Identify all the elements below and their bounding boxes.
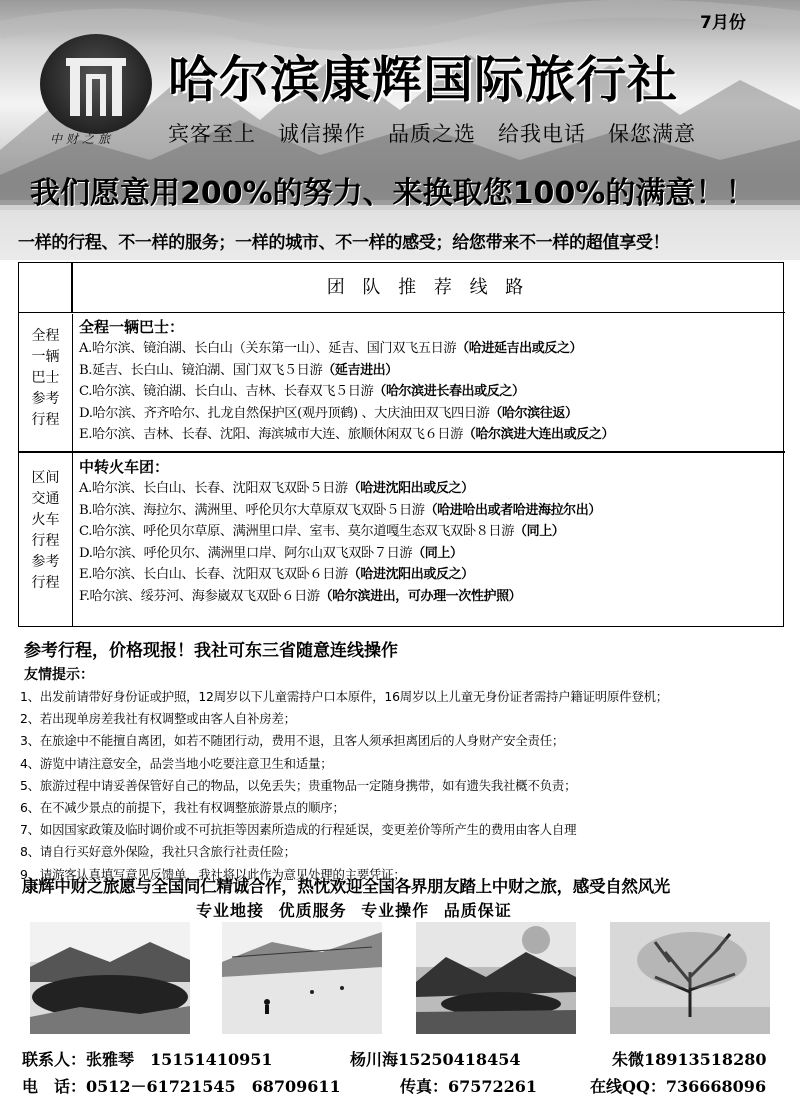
route-table [18, 262, 784, 627]
tip-item: 5、旅游过程中请妥善保管好自己的物品，以免丢失；贵重物品一定随身携带，如有遗失我社概不负责； [20, 777, 577, 793]
route-item: A.哈尔滨、长白山、长春、沈阳双飞双卧５日游（哈进沈阳出或反之） [79, 481, 474, 496]
photo-ski-slope [222, 922, 382, 1034]
train-routes [79, 456, 785, 607]
photo-crater-lake [30, 922, 190, 1034]
route-table-title: 团 队 推 荐 线 路 [326, 277, 530, 298]
route-item: C.哈尔滨、呼伦贝尔草原、满洲里口岸、室韦、莫尔道嘎生态双飞双卧８日游（同上） [79, 524, 565, 539]
tips-title: 友情提示： [24, 667, 94, 683]
route-item: B.延吉、长白山、镜泊湖、国门双飞５日游（延吉进出） [79, 362, 398, 378]
tip-item: 4、游览中请注意安全，品尝当地小吃要注意卫生和适量； [20, 755, 333, 771]
reference-note: 参考行程，价格现报！我社可东三省随意连线操作 [24, 641, 398, 661]
tip-item: 1、出发前请带好身份证或护照，12周岁以下儿童需持户口本原件，16周岁以上儿童无身份证者需持户籍证明原件登机； [20, 689, 668, 704]
qq-number: 在线QQ：736668096 [590, 1077, 767, 1096]
bus-side-label: 全程 一辆 巴士 参考 行程 [19, 314, 73, 451]
bus-routes [79, 316, 785, 446]
route-item: E.哈尔滨、吉林、长春、沈阳、海滨城市大连、旅顺休闲双飞６日游（哈尔滨进大连出或反之） [79, 427, 615, 442]
route-item: E.哈尔滨、长白山、长春、沈阳双飞双卧６日游（哈进沈阳出或反之） [79, 567, 474, 582]
route-item: C.哈尔滨、镜泊湖、长白山、吉林、长春双飞５日游（哈尔滨进长春出或反之） [79, 384, 525, 399]
section-divider [19, 451, 785, 453]
route-table-header [19, 263, 785, 313]
header-banner [0, 0, 800, 260]
route-item: A.哈尔滨、镜泊湖、长白山（关东第一山）、延吉、国门双飞五日游（哈进延吉出或反之） [79, 341, 583, 356]
tagline: 一样的行程、不一样的服务；一样的城市、不一样的感受；给您带来不一样的超值享受！ [18, 233, 670, 253]
promise-headline: 我们愿意用200%的努力、来换取您100%的满意！！ [30, 176, 756, 211]
fax-number: 传真：67572261 [400, 1077, 538, 1096]
phone-numbers: 电 话：0512－61721545 68709611 [22, 1077, 341, 1096]
bus-heading: 全程一辆巴士： [79, 318, 185, 336]
route-item: B.哈尔滨、海拉尔、满洲里、呼伦贝尔大草原双飞双卧５日游（哈进哈出或者哈进海拉尔出） [79, 502, 601, 518]
contact-person-3: 朱微18913518280 [612, 1050, 767, 1069]
company-name: 哈尔滨康辉国际旅行社 [168, 51, 678, 109]
service-slogan: 专业地接 优质服务 专业操作 品质保证 [196, 901, 512, 920]
photo-rime-tree [610, 922, 770, 1034]
month-label: 7月份 [700, 13, 746, 33]
company-logo [40, 34, 152, 134]
route-item: D.哈尔滨、呼伦贝尔、满洲里口岸、阿尔山双飞双卧７日游（同上） [79, 545, 463, 561]
contact-person-1: 联系人：张雅琴 15151410951 [22, 1050, 273, 1069]
route-item: D.哈尔滨、齐齐哈尔、扎龙自然保护区(观丹顶鹤) 、大庆油田双飞四日游（哈尔滨往返） [79, 405, 578, 421]
tip-item: 2、若出现单房差我社有权调整或由客人自补房差； [20, 711, 296, 727]
tip-item: 7、如因国家政策及临时调价或不可抗拒等因素所造成的行程延误，变更差价等所产生的费用由客人自理 [20, 822, 577, 838]
gate-logo-icon [62, 56, 130, 120]
route-item: F.哈尔滨、绥芬河、海参崴双飞双卧６日游（哈尔滨进出，可办理一次性护照） [79, 588, 522, 604]
photo-mountain-lake [416, 922, 576, 1034]
tip-item: 3、在旅途中不能擅自离团，如若不随团行动，费用不退，且客人须承担离团后的人身财产安全责任； [20, 733, 565, 749]
tip-item: 8、请自行买好意外保险，我社只含旅行社责任险； [20, 844, 296, 860]
logo-caption: 中财之旅 [50, 132, 115, 146]
contact-person-2: 杨川海15250418454 [350, 1050, 521, 1069]
train-side-label: 区间 交通 火车 行程 参考 行程 [19, 452, 73, 626]
tip-item: 9、请游客认真填写意见反馈单，我社将以此作为意见处理的主要凭证； [20, 866, 406, 882]
welcome-message: 康辉中财之旅愿与全国同仁精诚合作，热忱欢迎全国各界朋友踏上中财之旅，感受自然风光 [22, 877, 671, 896]
tip-item: 6、在不减少景点的前提下，我社有权调整旅游景点的顺序； [20, 799, 345, 815]
tips-list [20, 686, 790, 886]
train-heading: 中转火车团： [79, 458, 170, 476]
slogan: 宾客至上 诚信操作 品质之选 给我电话 保您满意 [168, 122, 696, 146]
